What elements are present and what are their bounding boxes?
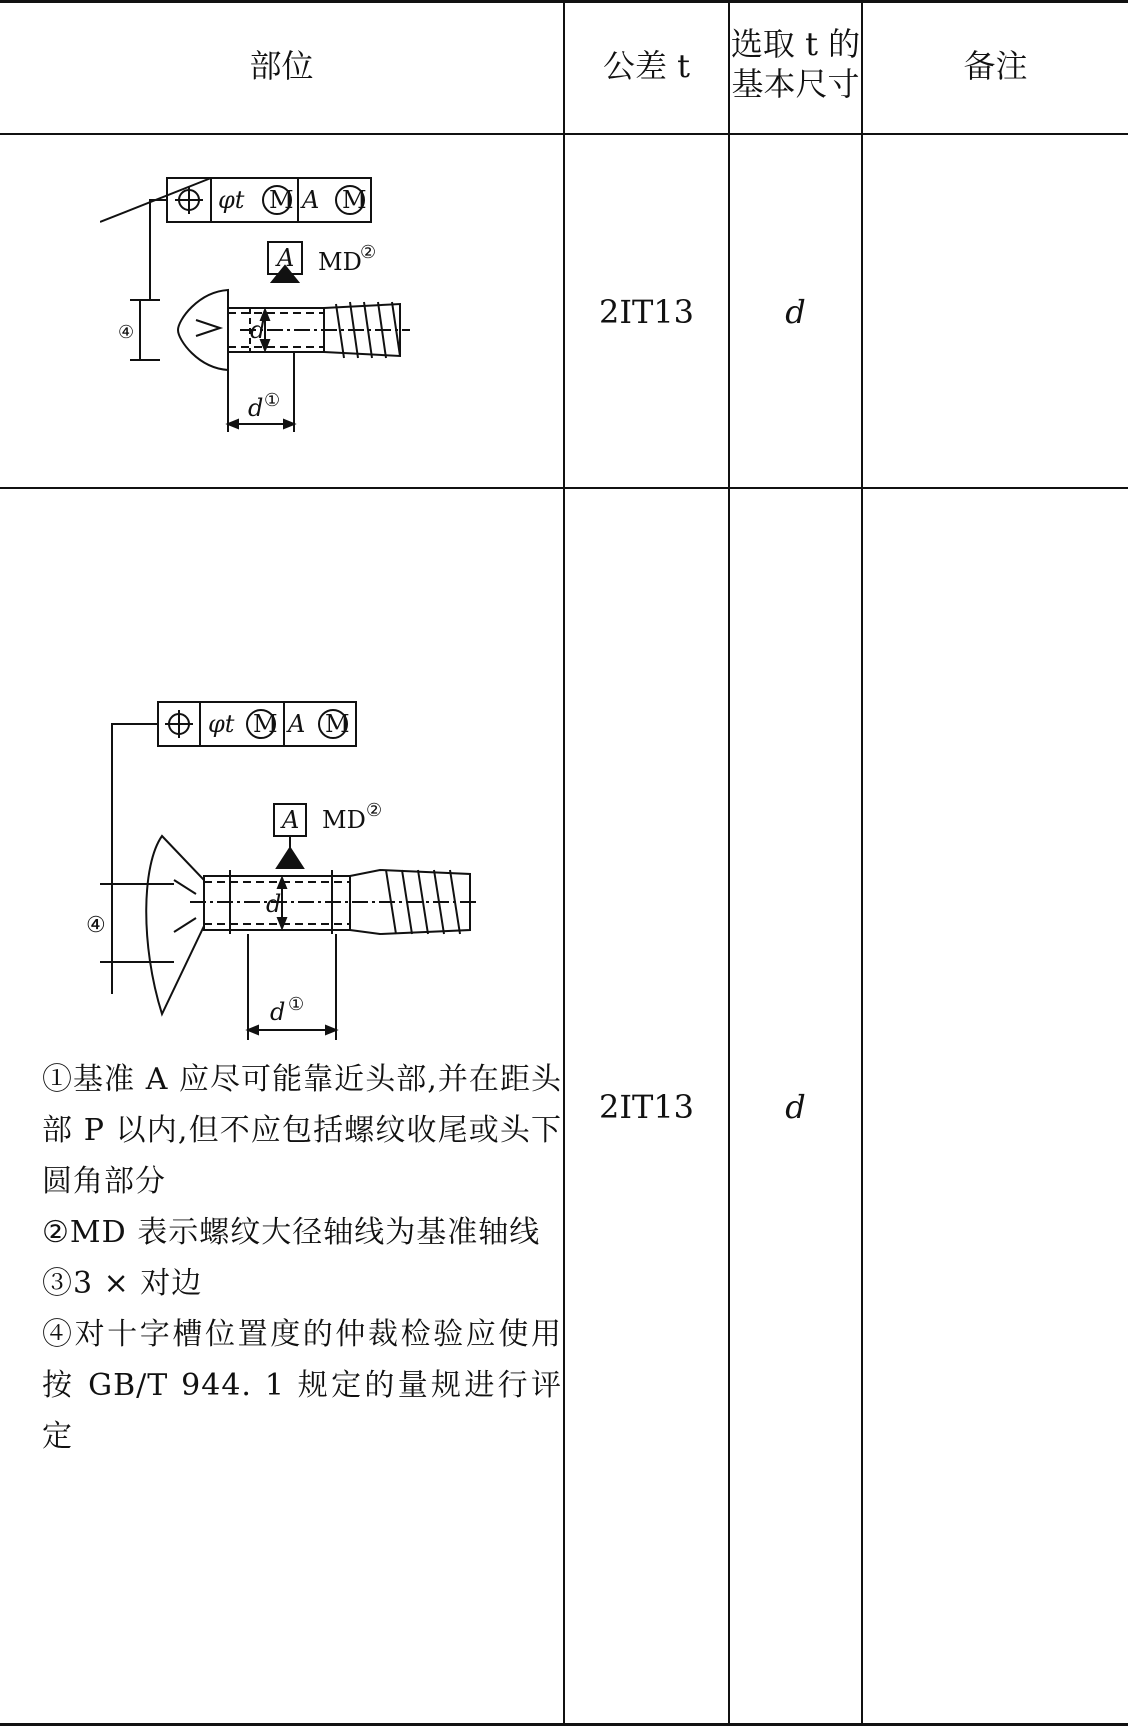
footnote-2: ②MD 表示螺纹大径轴线为基准轴线 [42, 1215, 541, 1250]
position-symbol-icon [165, 710, 193, 738]
row1-basic-size-value: d [785, 293, 806, 331]
header-part-label: 部位 [249, 47, 314, 85]
datum-note-sup: ② [360, 242, 377, 263]
col-divider-1 [563, 0, 565, 1726]
footnote-3: ③3 × 对边 [42, 1266, 203, 1301]
row2-basic-size-value: d [785, 1088, 806, 1126]
header-tolerance [565, 46, 728, 86]
frame-datum-mod-text: M [325, 710, 350, 738]
datum-letter: A [282, 806, 300, 834]
frame-datum-mod-text: M [342, 186, 367, 214]
row2-basic-size [730, 1087, 861, 1127]
screw-head [178, 290, 228, 370]
row1-tolerance-value: 2IT13 [598, 293, 695, 331]
datum-note-sup: ② [366, 800, 383, 821]
row2-tolerance [565, 1087, 728, 1127]
col-divider-2 [728, 0, 730, 1726]
pan-head-screw-drawing [100, 170, 480, 470]
footnote-1: ①基准 A 应尽可能靠近头部,并在距头部 P 以内,但不应包括螺纹收尾或头下圆角部分 [42, 1062, 562, 1199]
dim-bottom-text: d [270, 998, 286, 1026]
frame-datum-text: A [302, 186, 320, 214]
row1-basic-size [730, 292, 861, 332]
dim-d-text: d [266, 890, 282, 918]
footnotes [14, 1054, 562, 1462]
header-part [0, 46, 563, 86]
header-basic-line1: 选取 t 的 [730, 25, 861, 63]
frame-tol-text: φt [218, 186, 245, 214]
dim-bottom-sup: ① [288, 994, 305, 1015]
datum-letter: A [277, 244, 295, 272]
frame-datum-text: A [288, 710, 306, 738]
screw-head [146, 836, 204, 1014]
frame-mod-text: M [253, 710, 278, 738]
side-label: ④ [86, 913, 106, 938]
header-tolerance-label: 公差 t [602, 47, 691, 85]
header-basic-line2: 基本尺寸 [731, 65, 860, 103]
datum-note: MD [322, 806, 366, 834]
frame-mod-text: M [269, 186, 294, 214]
header-remark [863, 46, 1128, 86]
row2-tolerance-value: 2IT13 [598, 1088, 695, 1126]
datum-note: MD [318, 248, 362, 276]
frame-tol-text: φt [208, 710, 235, 738]
footnote-4: ④对十字槽位置度的仲裁检验应使用按 GB/T 944. 1 规定的量规进行评定 [42, 1317, 562, 1454]
header-remark-label: 备注 [963, 47, 1028, 85]
dim-bottom-sup: ① [264, 390, 281, 411]
dim-bottom-text: d [248, 394, 264, 422]
row1-tolerance [565, 292, 728, 332]
header-basic-size [730, 24, 861, 104]
col-divider-3 [861, 0, 863, 1726]
side-label: ④ [118, 322, 135, 343]
countersunk-screw-drawing [70, 694, 500, 1054]
dim-d-text: d [250, 316, 266, 344]
